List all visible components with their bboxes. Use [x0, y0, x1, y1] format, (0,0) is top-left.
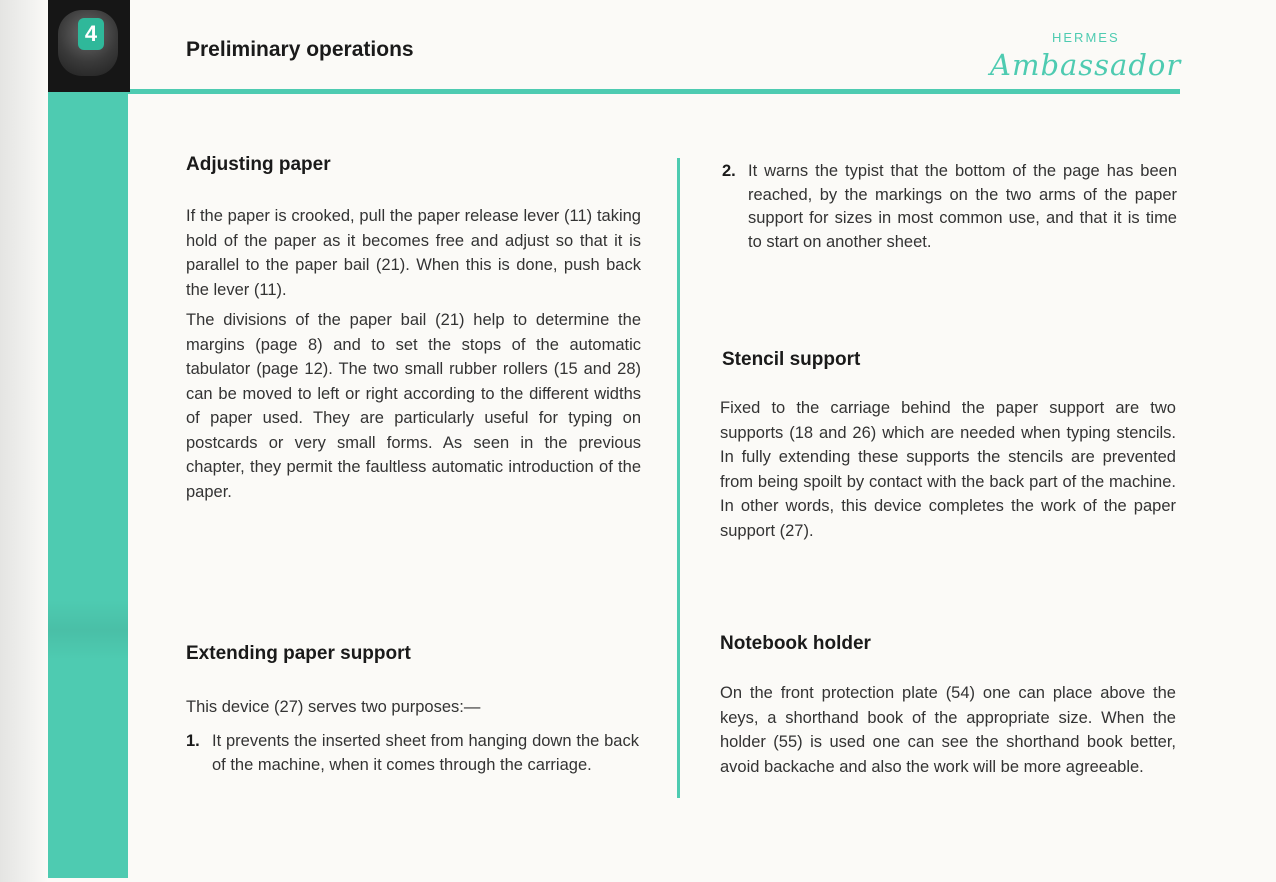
- stencil-support-heading: Stencil support: [722, 349, 861, 370]
- adjusting-paper-para-1: If the paper is crooked, pull the paper release lever (11) taking hold of the paper as it becomes free and adjust so that it is parallel to the paper bail (21). When this is done, push back the lever (11).: [186, 207, 641, 299]
- extending-paper-support-heading: Extending paper support: [186, 643, 411, 664]
- adjusting-paper-heading: Adjusting paper: [186, 154, 331, 175]
- list-text: It warns the typist that the bottom of the page has been reached, by the markings on the two arms of the paper support for sizes in most common use, and that it is time to start on another sheet.: [748, 162, 1177, 251]
- logo-script: Ambassador: [990, 48, 1182, 82]
- list-item-1: [186, 730, 639, 777]
- adjusting-paper-para-2: The divisions of the paper bail (21) help to determine the margins (page 8) and to set the stops of the automatic tabulator (page 12). The two small rubber rollers (15 and 28) can be moved to left or right according to the different widths of paper used. They are particularly useful for typing on postcards or very small forms. As seen in the previous chapter, they permit the faultless automatic introduction of the paper.: [186, 311, 641, 501]
- stencil-support-para: Fixed to the carriage behind the paper support are two supports (18 and 26) which are needed when typing stencils. In fully extending these supports the stencils are prevented from being spoilt by contact with the back part of the machine. In other words, this device completes the work of the paper support (27).: [720, 399, 1176, 540]
- list-number: 1.: [186, 732, 200, 750]
- extending-intro: This device (27) serves two purposes:—: [186, 698, 481, 716]
- teal-side-strip: [48, 88, 128, 878]
- paper-crease: [48, 600, 128, 660]
- list-text: It prevents the inserted sheet from hanging down the back of the machine, when it comes through the carriage.: [212, 732, 639, 774]
- page-title: Preliminary operations: [186, 38, 414, 61]
- notebook-holder-para: On the front protection plate (54) one can place above the keys, a shorthand book of the appropriate size. When the holder (55) is used one can see the shorthand book better, avoid backache and also the work will be more agreeable.: [720, 684, 1176, 776]
- column-divider: [677, 158, 680, 798]
- page-number-badge: [48, 0, 130, 92]
- list-number: 2.: [722, 162, 736, 180]
- hermes-ambassador-logo: [990, 26, 1185, 86]
- notebook-holder-heading: Notebook holder: [720, 633, 871, 654]
- list-item-2: [722, 160, 1177, 254]
- page-number: 4: [78, 18, 104, 50]
- logo-brand: HERMES: [1052, 30, 1120, 45]
- typewriter-key-icon: [58, 10, 118, 76]
- header-rule: [48, 89, 1180, 94]
- page-edge-shadow: [0, 0, 48, 882]
